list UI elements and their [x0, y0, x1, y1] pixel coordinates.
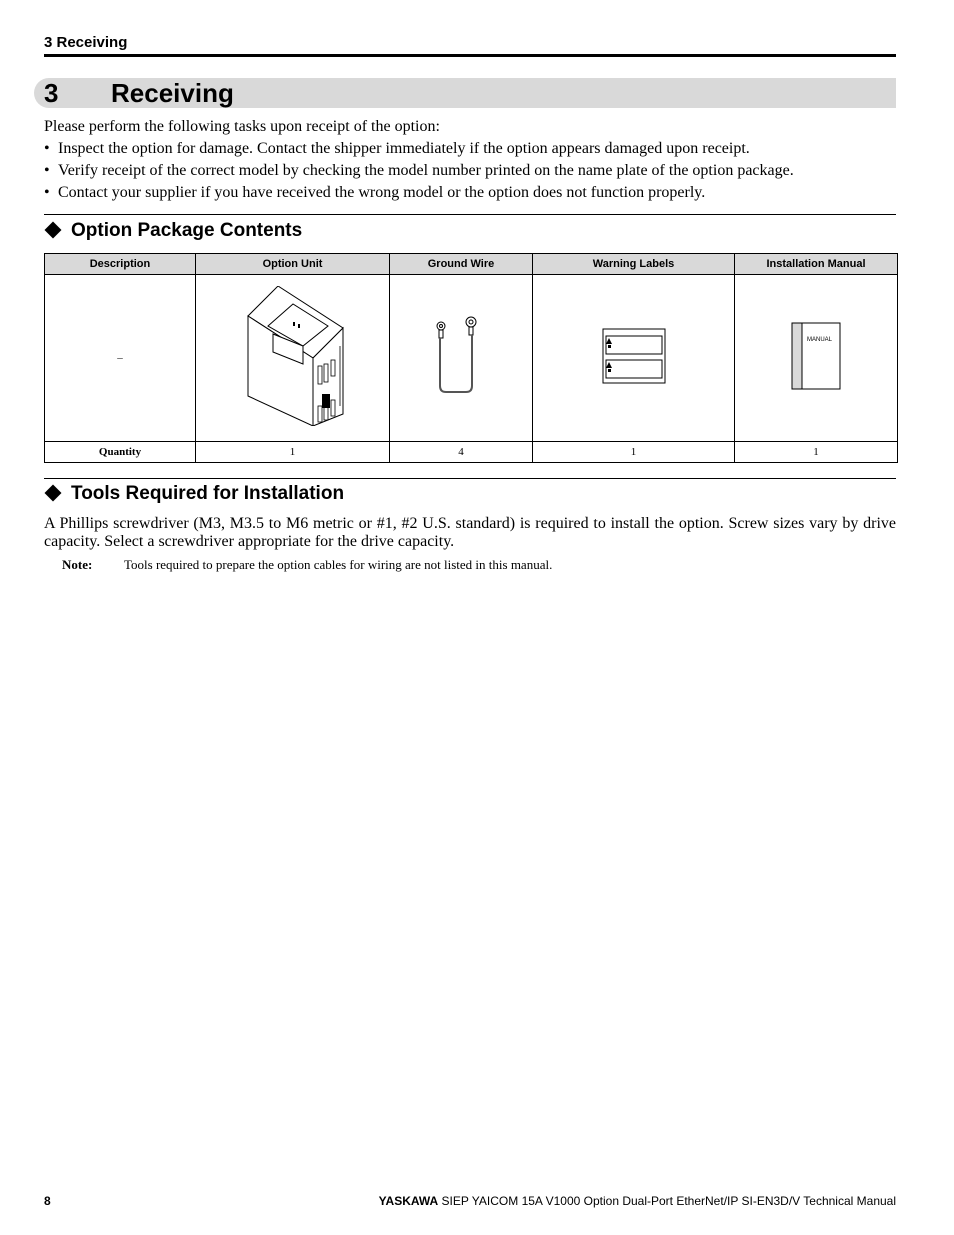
quantity-value: 1 — [533, 442, 735, 463]
tools-body-text: A Phillips screwdriver (M3, M3.5 to M6 metric or #1, #2 U.S. standard) is required to install the option. Screw sizes vary by drive capacity. Select a screwdriver appropriate for the drive capacity. — [44, 515, 896, 550]
page-number: 8 — [44, 1194, 51, 1208]
section-heading-package — [44, 220, 896, 242]
manual-cover-text: MANUAL — [807, 336, 833, 343]
diamond-bullet-icon — [45, 484, 62, 501]
section-heading-tools — [44, 483, 896, 505]
quantity-value: 4 — [390, 442, 533, 463]
note — [62, 557, 896, 573]
manual-book-illustration — [791, 322, 841, 390]
table-row-quantity — [45, 442, 898, 463]
package-contents-table — [44, 253, 898, 463]
option-unit-illustration — [238, 286, 348, 426]
installation-manual-cell — [735, 275, 898, 442]
quantity-value: 1 — [196, 442, 390, 463]
column-header: Description — [45, 254, 196, 275]
footer-title-text: SIEP YAICOM 15A V1000 Option Dual-Port EtherNet/IP SI-EN3D/V Technical Manual — [441, 1194, 896, 1208]
warning-labels-illustration — [602, 328, 666, 384]
diamond-bullet-icon — [45, 221, 62, 238]
intro-bullet: • Inspect the option for damage. Contact the shipper immediately if the option appears damaged upon receipt. — [44, 138, 896, 160]
note-label: Note: — [62, 557, 93, 572]
table-row-images — [45, 275, 898, 442]
intro-block — [44, 116, 896, 204]
column-header: Ground Wire — [390, 254, 533, 275]
column-header: Installation Manual — [735, 254, 898, 275]
ground-wire-illustration — [431, 316, 491, 396]
chapter-title: Receiving — [111, 78, 234, 108]
quantity-value: 1 — [735, 442, 898, 463]
option-unit-cell — [196, 275, 390, 442]
table-header-row — [45, 254, 898, 275]
column-header: Option Unit — [196, 254, 390, 275]
column-header: Warning Labels — [533, 254, 735, 275]
ground-wire-cell — [390, 275, 533, 442]
intro-bullets — [44, 138, 896, 204]
running-header: 3 Receiving — [44, 34, 896, 57]
chapter-number: 3 — [44, 78, 59, 108]
footer-brand: YASKAWA — [378, 1194, 439, 1208]
description-cell: – — [45, 275, 196, 442]
quantity-label: Quantity — [45, 442, 196, 463]
section-divider — [44, 214, 896, 215]
section-divider — [44, 478, 896, 479]
intro-bullet: • Verify receipt of the correct model by checking the model number printed on the name plate of the option package. — [44, 160, 896, 182]
warning-labels-cell — [533, 275, 735, 442]
footer-document-title — [379, 1194, 896, 1208]
note-text: Tools required to prepare the option cables for wiring are not listed in this manual. — [124, 557, 553, 572]
section-heading-text: Tools Required for Installation — [71, 483, 345, 504]
chapter-title-bar — [34, 78, 896, 108]
intro-lead: Please perform the following tasks upon receipt of the option: — [44, 118, 440, 135]
section-heading-text: Option Package Contents — [71, 220, 303, 241]
intro-bullet: • Contact your supplier if you have received the wrong model or the option does not function properly. — [44, 182, 896, 204]
